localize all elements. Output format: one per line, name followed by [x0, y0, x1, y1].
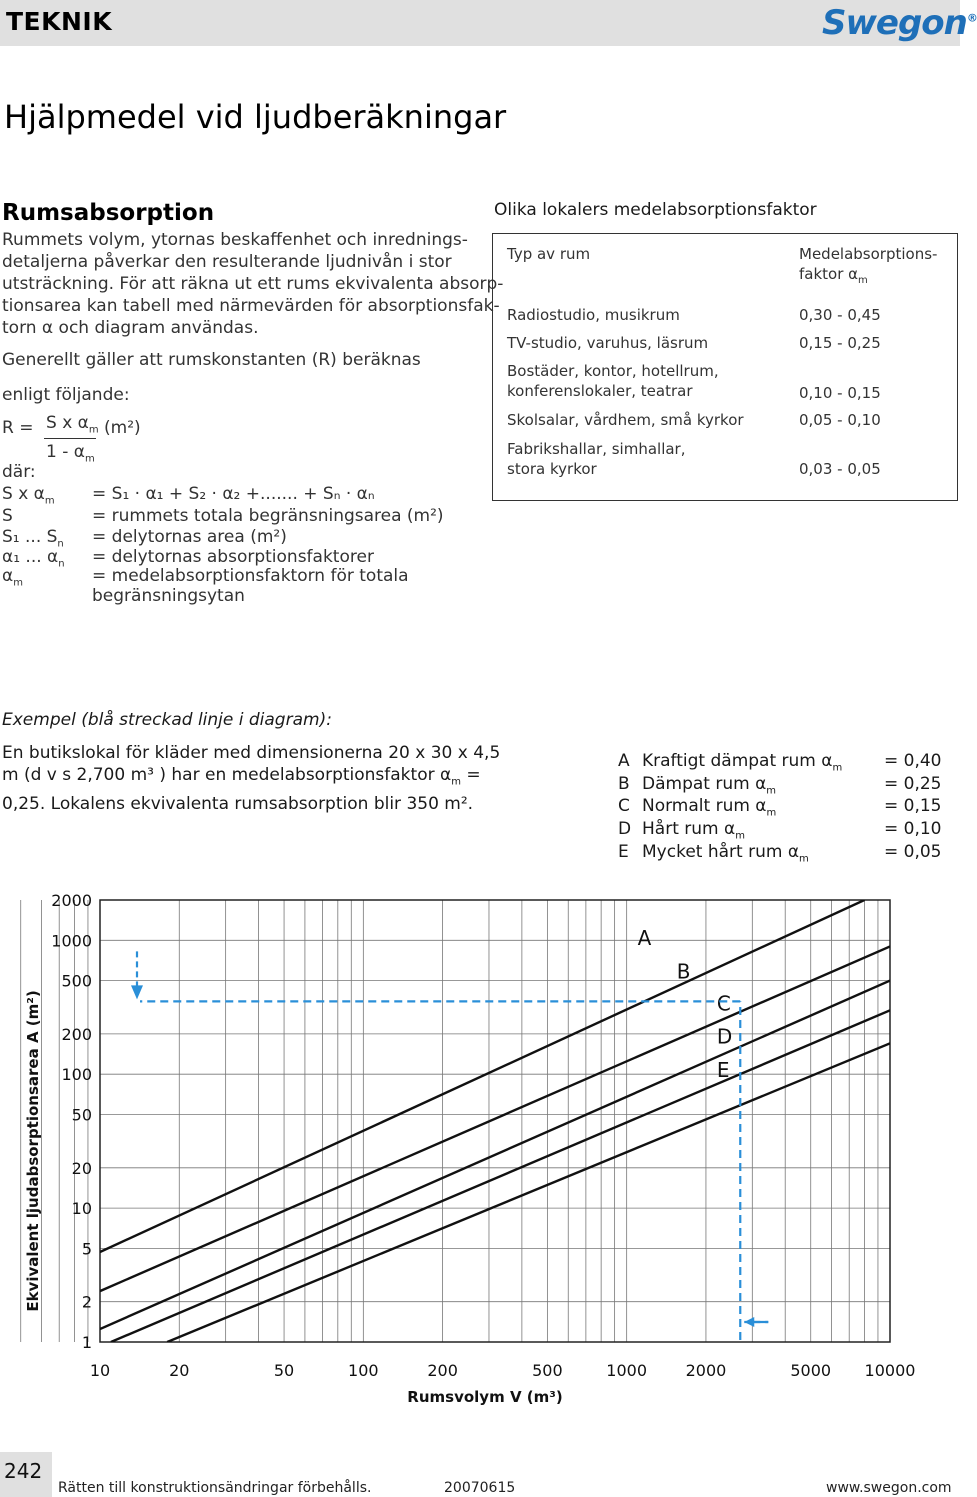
header-line: Medelabsorptions-	[799, 245, 938, 263]
logo-registered-mark: ®	[966, 11, 977, 25]
legend-letter: D	[618, 819, 632, 839]
type-line: Bostäder, kontor, hotellrum,	[507, 362, 719, 380]
legend-label-text: Kraftigt dämpat rum α	[642, 751, 833, 771]
example-paragraph	[2, 742, 500, 815]
symbol-text: α	[2, 566, 14, 586]
x-tick-label: 1000	[606, 1361, 648, 1380]
y-tick-label: 50	[71, 1105, 92, 1125]
absorption-chart	[0, 880, 960, 1420]
legend-sub: m	[766, 785, 777, 797]
series-line-c	[100, 981, 890, 1329]
definition-text: = rummets totala begränsningsarea (m²)	[92, 506, 444, 526]
absorption-table-title: Olika lokalers medelabsorptionsfaktor	[494, 200, 817, 220]
legend-sub: m	[832, 762, 843, 774]
denominator-sub: m	[84, 453, 95, 465]
page-number: 242	[4, 1459, 43, 1483]
example-sub: m	[451, 776, 461, 788]
header-line	[799, 264, 937, 291]
legend-label-text: Hårt rum α	[642, 819, 736, 839]
legend-value: = 0,25	[884, 774, 942, 794]
legend-sub: m	[735, 830, 745, 842]
series-line-a	[100, 900, 864, 1252]
type-line: stora kyrkor	[507, 460, 597, 478]
table-row-value: 0,15 - 0,25	[799, 334, 881, 352]
absorption-table	[492, 233, 958, 501]
paragraph-line: detaljerna påverkar den resulterande ljudnivån i stor	[2, 252, 452, 272]
series-label-d: D	[716, 1024, 733, 1049]
x-tick-label: 100	[348, 1361, 379, 1380]
example-tail: =	[460, 765, 481, 785]
rumsabsorption-heading: Rumsabsorption	[2, 200, 215, 226]
legend-label-text: Normalt rum α	[642, 796, 767, 816]
footer-date: 20070615	[444, 1480, 516, 1496]
paragraph-line: tionsarea kan tabell med närmevärden för absorptionsfak-	[2, 296, 500, 316]
example-end-arrowhead	[131, 985, 143, 999]
symbol-sub: m	[13, 577, 23, 589]
y-tick-label: 500	[61, 971, 92, 991]
legend-letter: E	[618, 842, 629, 862]
section-label: TEKNIK	[6, 7, 113, 36]
x-tick-label: 500	[532, 1361, 563, 1380]
legend-value: = 0,05	[884, 842, 942, 862]
table-row-type: TV-studio, varuhus, läsrum	[507, 334, 709, 352]
table-row-value: 0,03 - 0,05	[799, 460, 881, 478]
paragraph-2-line-1: Generellt gäller att rumskonstanten (R) beräknas	[2, 350, 421, 370]
y-tick-label: 20	[71, 1158, 92, 1178]
x-tick-label: 200	[427, 1361, 458, 1380]
where-label: där:	[2, 462, 36, 482]
numerator-text: S x α	[46, 413, 89, 433]
x-tick-label: 20	[169, 1361, 190, 1380]
table-row-type: Radiostudio, musikrum	[507, 306, 680, 324]
header-text: faktor α	[799, 265, 859, 283]
formula-denominator	[46, 442, 95, 464]
definition-text: = S₁ · α₁ + S₂ · α₂ +....... + Sₙ · αₙ	[92, 484, 375, 504]
example-text: m (d v s 2,700 m³ ) har en medelabsorptionsfaktor α	[2, 765, 452, 785]
definition-symbol	[2, 484, 55, 506]
symbol-text: α₁ ... α	[2, 547, 59, 567]
series-label-b: B	[676, 959, 691, 984]
x-tick-label: 10000	[864, 1361, 916, 1380]
series-line-e	[167, 1043, 890, 1342]
symbol-text: S₁ ... S	[2, 527, 58, 547]
definition-symbol	[2, 566, 23, 588]
symbol-sub: n	[58, 558, 65, 570]
legend-letter: A	[618, 751, 630, 771]
paragraph-line: Rummets volym, ytornas beskaffenhet och inrednings-	[2, 230, 468, 250]
header-bar	[0, 0, 960, 46]
legend-label	[642, 796, 776, 818]
legend-label-text: Dämpat rum α	[642, 774, 767, 794]
formula-unit: (m²)	[104, 418, 141, 438]
x-tick-label: 50	[273, 1361, 295, 1380]
table-header-type: Typ av rum	[507, 245, 591, 263]
x-tick-label: 5000	[790, 1361, 832, 1380]
example-line: 0,25. Lokalens ekvivalenta rumsabsorption blir 350 m².	[2, 794, 474, 815]
table-row-type	[507, 439, 685, 479]
numerator-sub: m	[88, 424, 99, 436]
rumsabsorption-paragraph	[2, 229, 503, 339]
table-row-value: 0,10 - 0,15	[799, 384, 881, 402]
legend-value: = 0,15	[884, 796, 942, 816]
legend-sub: m	[766, 807, 777, 819]
logo-text: Swegon	[822, 3, 967, 43]
paragraph-2-line-2: enligt följande:	[2, 385, 130, 405]
paragraph-line: torn α och diagram användas.	[2, 318, 259, 338]
legend-sub: m	[799, 853, 809, 865]
symbol-text: S x α	[2, 484, 45, 504]
page-title: Hjälpmedel vid ljudberäkningar	[4, 98, 507, 136]
example-heading: Exempel (blå streckad linje i diagram):	[2, 710, 332, 730]
symbol-text: S	[2, 506, 13, 526]
definition-symbol	[2, 506, 13, 528]
x-tick-label: 10	[89, 1361, 111, 1380]
y-tick-label: 10	[71, 1199, 92, 1219]
symbol-sub: m	[44, 495, 55, 507]
y-tick-label: 200	[61, 1024, 92, 1044]
definition-text: = delytornas area (m²)	[92, 527, 287, 547]
series-label-c: C	[716, 991, 731, 1016]
type-line: konferenslokaler, teatrar	[507, 382, 693, 400]
y-axis-label: Ekvivalent ljudabsorptionsarea A (m²)	[24, 990, 42, 1312]
table-header-factor	[799, 244, 937, 291]
y-tick-label: 5	[81, 1239, 92, 1259]
series-label-e: E	[716, 1058, 730, 1083]
y-tick-label: 100	[61, 1065, 92, 1085]
x-axis-label: Rumsvolym V (m³)	[407, 1388, 563, 1406]
paragraph-line: utsträckning. För att räkna ut ett rums ekvivalenta absorp-	[2, 274, 504, 294]
footer-note: Rätten till konstruktionsändringar förbehålls.	[58, 1480, 372, 1496]
swegon-logo	[822, 3, 977, 43]
legend-letter: C	[618, 796, 630, 816]
footer-url: www.swegon.com	[826, 1480, 952, 1496]
table-row-value: 0,05 - 0,10	[799, 411, 881, 429]
definition-text: = medelabsorptionsfaktorn för totala	[92, 566, 409, 586]
y-tick-label: 2000	[51, 891, 92, 910]
type-line: Fabrikshallar, simhallar,	[507, 440, 686, 458]
legend-value: = 0,40	[884, 751, 942, 771]
y-tick-label: 2	[81, 1292, 92, 1312]
formula-lhs: R =	[2, 418, 34, 438]
series-line-d	[111, 1010, 890, 1342]
series-label-a: A	[637, 926, 652, 951]
legend-label	[642, 819, 745, 841]
table-row-type: Skolsalar, vårdhem, små kyrkor	[507, 411, 744, 429]
legend-label	[642, 751, 842, 773]
header-sub: m	[858, 275, 868, 286]
table-row-type	[507, 361, 719, 401]
x-tick-label: 2000	[685, 1361, 727, 1380]
formula-numerator	[46, 413, 99, 435]
legend-label	[642, 774, 776, 796]
y-tick-label: 1000	[51, 931, 92, 951]
definition-text: = delytornas absorptionsfaktorer	[92, 547, 374, 567]
example-line	[2, 764, 500, 793]
legend-value: = 0,10	[884, 819, 942, 839]
legend-letter: B	[618, 774, 630, 794]
symbol-sub: n	[57, 538, 64, 550]
denominator-text: 1 - α	[46, 442, 85, 462]
y-tick-label: 1	[81, 1333, 92, 1352]
table-row-value: 0,30 - 0,45	[799, 306, 881, 324]
legend-label-text: Mycket hårt rum α	[642, 842, 800, 862]
example-line: En butikslokal för kläder med dimensionerna 20 x 30 x 4,5	[2, 743, 501, 763]
fraction-bar	[44, 438, 96, 439]
series-line-b	[100, 946, 890, 1291]
definition-continuation: begränsningsytan	[92, 586, 245, 606]
legend-label	[642, 842, 809, 864]
